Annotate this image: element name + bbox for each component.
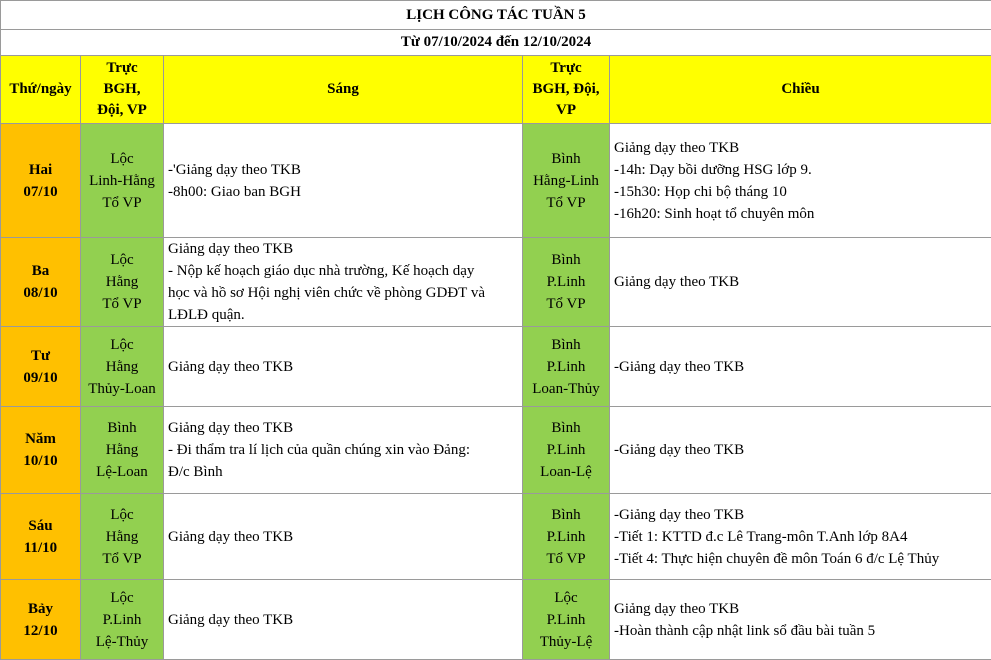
- schedule-title: LỊCH CÔNG TÁC TUẦN 5: [1, 1, 991, 30]
- duty-afternoon-cell-line: Loan-Thủy: [523, 378, 609, 400]
- morning-cell-line: -8h00: Giao ban BGH: [168, 181, 518, 203]
- morning-cell-line: - Nộp kế hoạch giáo dục nhà trường, Kế hoạch dạy: [168, 260, 518, 282]
- duty-morning-cell-line: Hằng: [81, 526, 163, 548]
- morning-cell: [164, 238, 523, 327]
- header-duty-morning-line: Đội, VP: [81, 100, 163, 121]
- day-cell: [1, 124, 81, 238]
- duty-morning-cell-line: Lộc: [81, 148, 163, 170]
- duty-afternoon-cell: [523, 580, 610, 660]
- header-afternoon: Chiều: [610, 56, 991, 124]
- afternoon-cell: [610, 238, 991, 327]
- schedule-row: [1, 494, 991, 580]
- duty-morning-cell-line: Lộc: [81, 334, 163, 356]
- duty-afternoon-cell-line: Bình: [523, 249, 609, 271]
- afternoon-cell: [610, 327, 991, 407]
- morning-cell-line: LĐLĐ quận.: [168, 304, 518, 326]
- day-cell-line: Ba: [1, 260, 80, 282]
- day-cell-line: 10/10: [1, 450, 80, 472]
- duty-morning-cell: [81, 580, 164, 660]
- schedule-row: [1, 124, 991, 238]
- header-duty-afternoon: [523, 56, 610, 124]
- afternoon-cell-line: -14h: Dạy bồi dưỡng HSG lớp 9.: [614, 159, 987, 181]
- header-morning: Sáng: [164, 56, 523, 124]
- duty-afternoon-cell-line: Hằng-Linh: [523, 170, 609, 192]
- duty-afternoon-cell-line: Bình: [523, 417, 609, 439]
- duty-morning-cell-line: Lệ-Thủy: [81, 631, 163, 653]
- afternoon-cell-line: -Tiết 1: KTTD đ.c Lê Trang-môn T.Anh lớp 8A4: [614, 526, 987, 548]
- day-cell: [1, 580, 81, 660]
- duty-afternoon-cell-line: P.Linh: [523, 526, 609, 548]
- duty-afternoon-cell-line: P.Linh: [523, 439, 609, 461]
- duty-morning-cell-line: Tổ VP: [81, 293, 163, 315]
- day-cell-line: Tư: [1, 345, 80, 367]
- duty-afternoon-cell: [523, 327, 610, 407]
- morning-cell-line: Giảng dạy theo TKB: [168, 356, 518, 378]
- duty-morning-cell-line: Hằng: [81, 439, 163, 461]
- schedule-row: [1, 327, 991, 407]
- duty-afternoon-cell-line: Tổ VP: [523, 192, 609, 214]
- day-cell: [1, 327, 81, 407]
- duty-morning-cell: [81, 124, 164, 238]
- header-duty-afternoon-line: BGH, Đội,: [523, 79, 609, 100]
- afternoon-cell-line: Giảng dạy theo TKB: [614, 271, 987, 293]
- duty-morning-cell: [81, 407, 164, 494]
- afternoon-cell: [610, 407, 991, 494]
- schedule-row: [1, 238, 991, 327]
- header-duty-morning-line: BGH,: [81, 79, 163, 100]
- morning-cell: [164, 407, 523, 494]
- afternoon-cell-line: -Giảng dạy theo TKB: [614, 504, 987, 526]
- duty-afternoon-cell-line: Bình: [523, 334, 609, 356]
- duty-morning-cell-line: Tổ VP: [81, 192, 163, 214]
- header-duty-afternoon-line: VP: [523, 100, 609, 121]
- duty-afternoon-cell-line: P.Linh: [523, 271, 609, 293]
- duty-afternoon-cell-line: Tổ VP: [523, 293, 609, 315]
- day-cell-line: 08/10: [1, 282, 80, 304]
- duty-afternoon-cell: [523, 238, 610, 327]
- header-duty-morning-line: Trực: [81, 58, 163, 79]
- morning-cell-line: Giảng dạy theo TKB: [168, 238, 518, 260]
- morning-cell-line: -'Giảng dạy theo TKB: [168, 159, 518, 181]
- day-cell-line: 12/10: [1, 620, 80, 642]
- header-duty-afternoon-line: Trực: [523, 58, 609, 79]
- duty-morning-cell-line: Hằng: [81, 271, 163, 293]
- duty-morning-cell-line: Lệ-Loan: [81, 461, 163, 483]
- duty-morning-cell-line: Lộc: [81, 504, 163, 526]
- morning-cell-line: học và hồ sơ Hội nghị viên chức về phòng GDĐT và: [168, 282, 518, 304]
- afternoon-cell-line: -Giảng dạy theo TKB: [614, 439, 987, 461]
- duty-afternoon-cell: [523, 407, 610, 494]
- day-cell: [1, 494, 81, 580]
- afternoon-cell-line: -Tiết 4: Thực hiện chuyên đề môn Toán 6 đ/c Lệ Thủy: [614, 548, 987, 570]
- morning-cell-line: Đ/c Bình: [168, 461, 518, 483]
- header-duty-morning: [81, 56, 164, 124]
- duty-morning-cell: [81, 327, 164, 407]
- afternoon-cell: [610, 494, 991, 580]
- morning-cell-line: Giảng dạy theo TKB: [168, 609, 518, 631]
- day-cell-line: 07/10: [1, 181, 80, 203]
- duty-afternoon-cell-line: Tổ VP: [523, 548, 609, 570]
- day-cell: [1, 238, 81, 327]
- duty-afternoon-cell-line: Lộc: [523, 587, 609, 609]
- duty-morning-cell: [81, 238, 164, 327]
- duty-morning-cell-line: Lộc: [81, 587, 163, 609]
- afternoon-cell-line: -15h30: Họp chi bộ tháng 10: [614, 181, 987, 203]
- morning-cell: [164, 327, 523, 407]
- duty-afternoon-cell: [523, 494, 610, 580]
- day-cell-line: 09/10: [1, 367, 80, 389]
- morning-cell: [164, 580, 523, 660]
- day-cell-line: Bảy: [1, 598, 80, 620]
- duty-morning-cell-line: Thủy-Loan: [81, 378, 163, 400]
- afternoon-cell-line: Giảng dạy theo TKB: [614, 137, 987, 159]
- duty-morning-cell: [81, 494, 164, 580]
- duty-afternoon-cell-line: Loan-Lệ: [523, 461, 609, 483]
- morning-cell: [164, 124, 523, 238]
- duty-morning-cell-line: P.Linh: [81, 609, 163, 631]
- day-cell: [1, 407, 81, 494]
- afternoon-cell-line: -Giảng dạy theo TKB: [614, 356, 987, 378]
- duty-afternoon-cell-line: P.Linh: [523, 609, 609, 631]
- afternoon-cell: [610, 580, 991, 660]
- afternoon-cell: [610, 124, 991, 238]
- day-cell-line: Hai: [1, 159, 80, 181]
- afternoon-cell-line: -Hoàn thành cập nhật link sổ đầu bài tuần 5: [614, 620, 987, 642]
- morning-cell: [164, 494, 523, 580]
- duty-afternoon-cell-line: Bình: [523, 504, 609, 526]
- afternoon-cell-line: -16h20: Sinh hoạt tổ chuyên môn: [614, 203, 987, 225]
- schedule-date-range: Từ 07/10/2024 đến 12/10/2024: [1, 30, 991, 56]
- duty-morning-cell-line: Tổ VP: [81, 548, 163, 570]
- morning-cell-line: - Đi thẩm tra lí lịch của quần chúng xin vào Đảng:: [168, 439, 518, 461]
- day-cell-line: Năm: [1, 428, 80, 450]
- header-day: Thứ/ngày: [1, 56, 81, 124]
- schedule-row: [1, 407, 991, 494]
- duty-morning-cell-line: Hằng: [81, 356, 163, 378]
- duty-morning-cell-line: Lộc: [81, 249, 163, 271]
- duty-afternoon-cell-line: Bình: [523, 148, 609, 170]
- morning-cell-line: Giảng dạy theo TKB: [168, 526, 518, 548]
- afternoon-cell-line: Giảng dạy theo TKB: [614, 598, 987, 620]
- duty-afternoon-cell-line: Thủy-Lệ: [523, 631, 609, 653]
- day-cell-line: 11/10: [1, 537, 80, 559]
- duty-afternoon-cell-line: P.Linh: [523, 356, 609, 378]
- day-cell-line: Sáu: [1, 515, 80, 537]
- duty-morning-cell-line: Linh-Hằng: [81, 170, 163, 192]
- morning-cell-line: Giảng dạy theo TKB: [168, 417, 518, 439]
- schedule-row: [1, 580, 991, 660]
- duty-afternoon-cell: [523, 124, 610, 238]
- duty-morning-cell-line: Bình: [81, 417, 163, 439]
